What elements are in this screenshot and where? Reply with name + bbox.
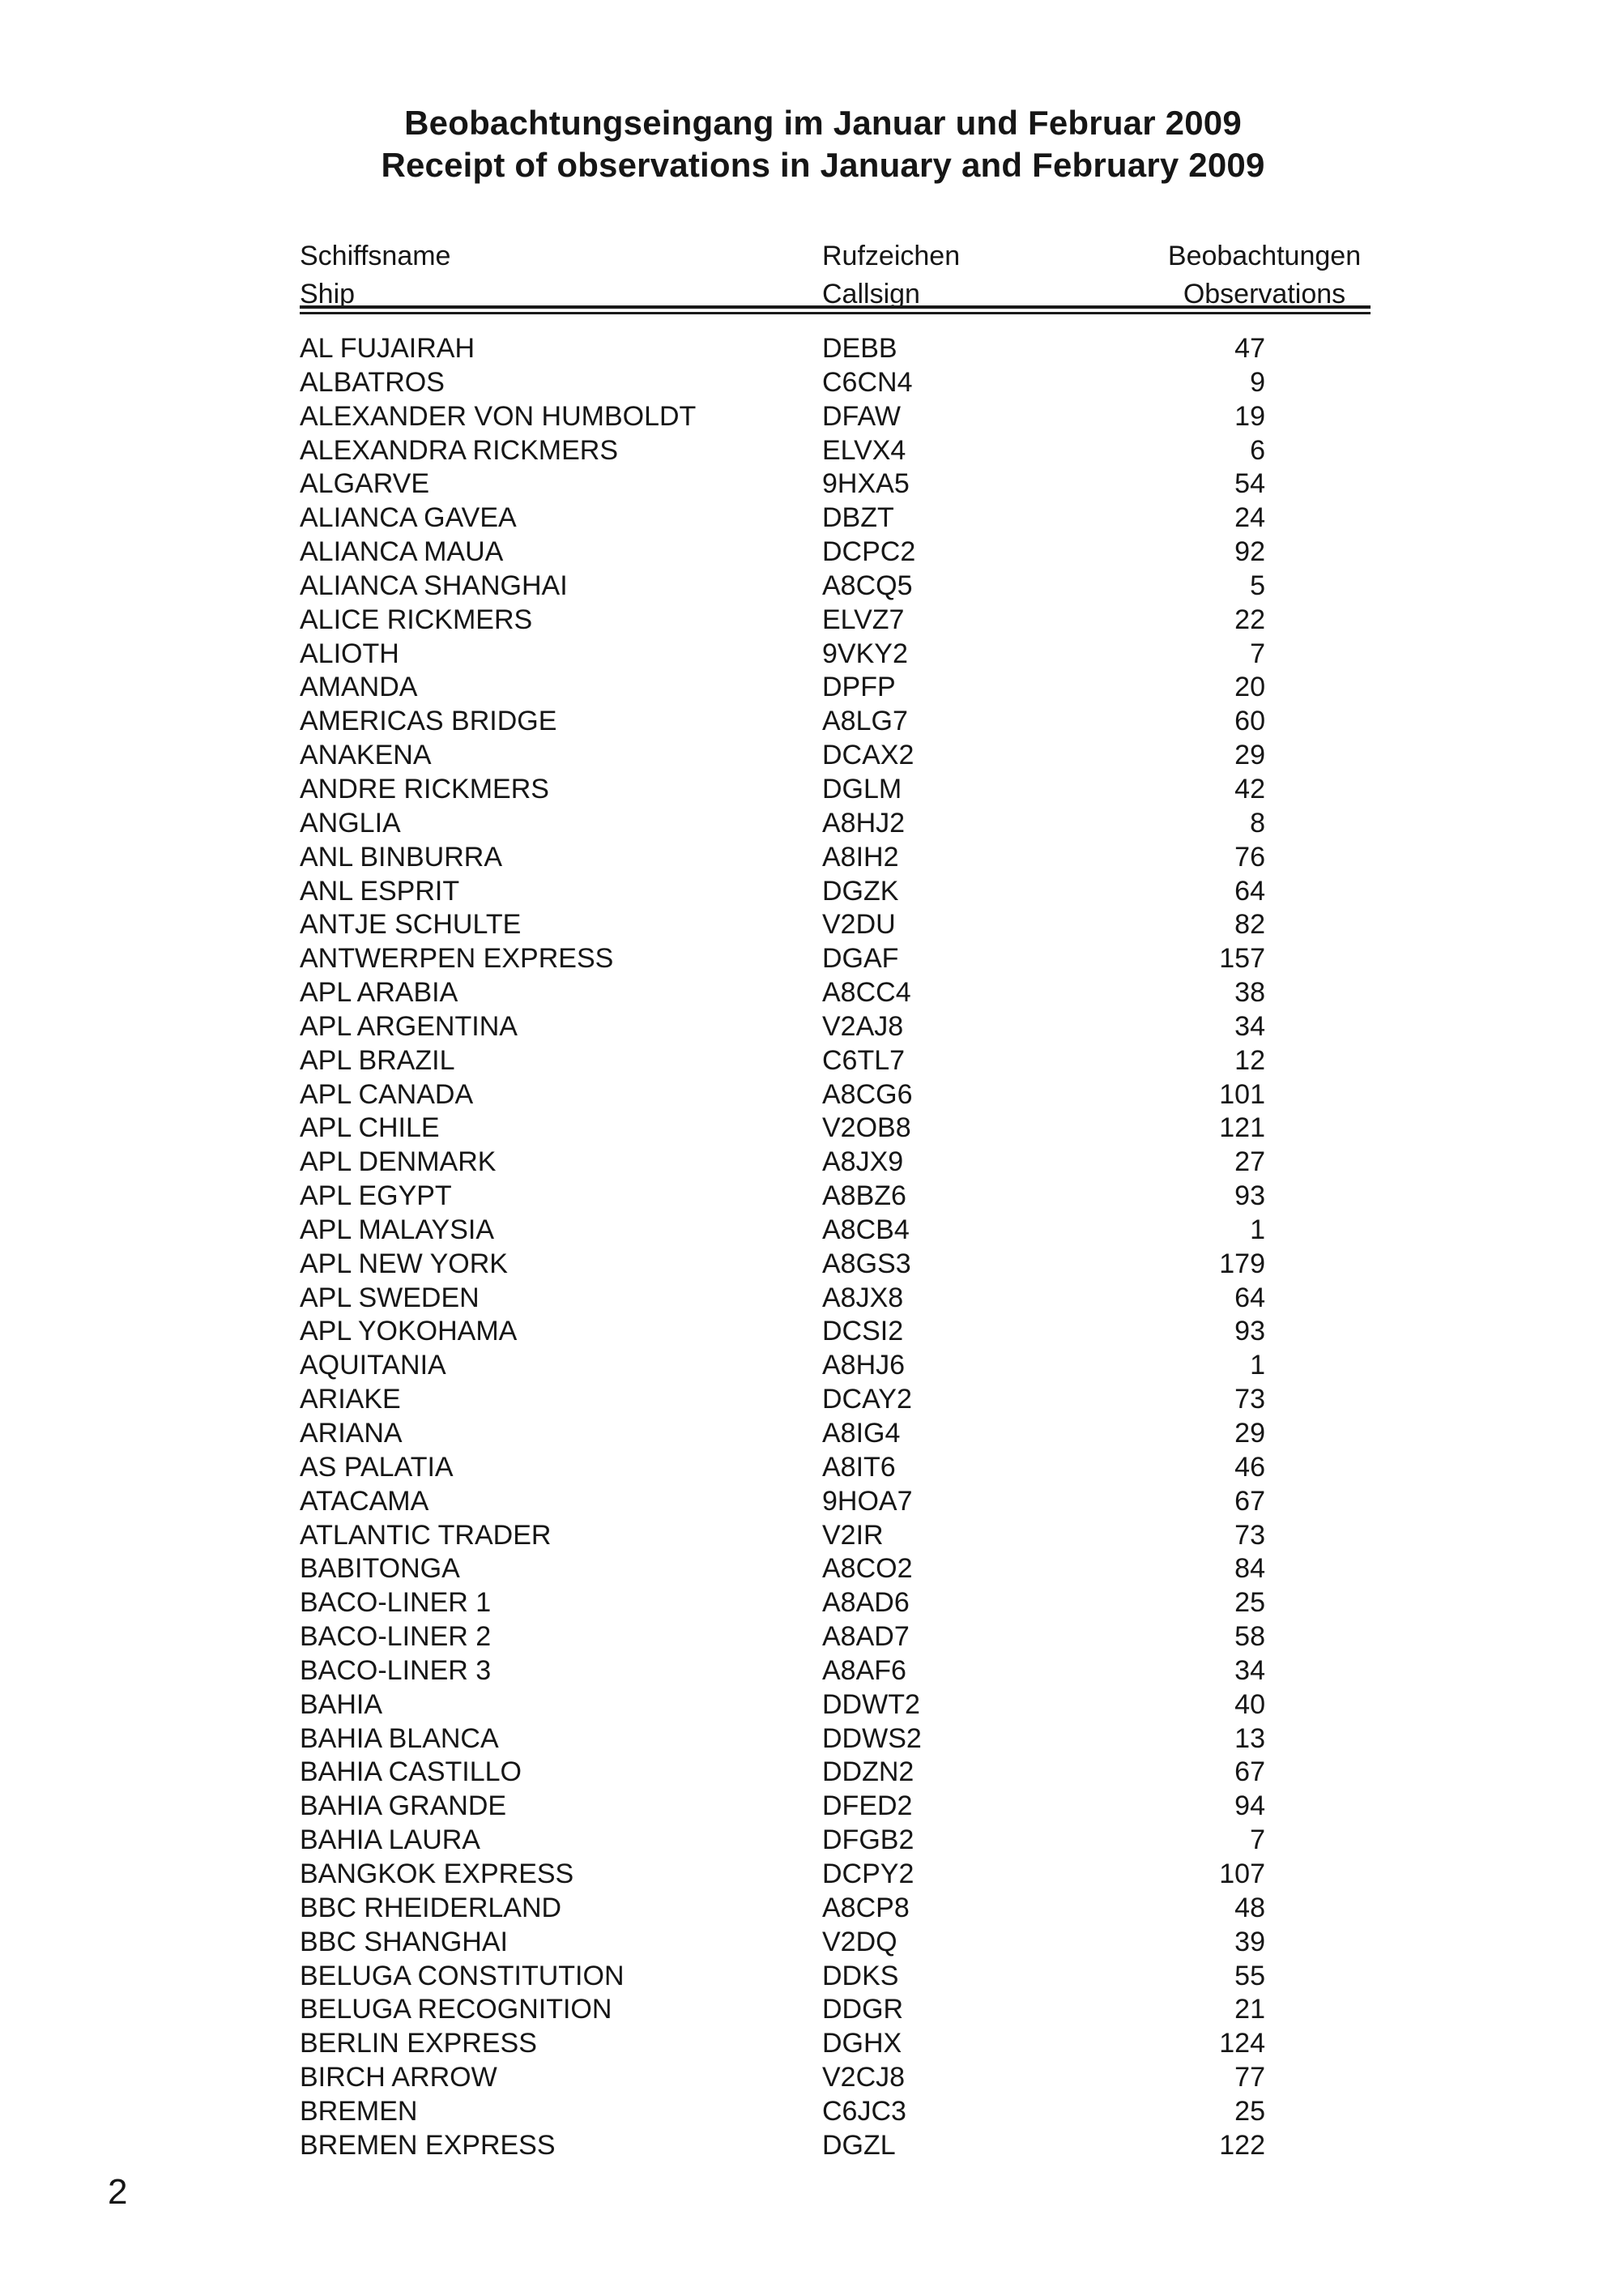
table-row bbox=[300, 1756, 1371, 1790]
cell-observations: 67 bbox=[1234, 1756, 1265, 1788]
cell-callsign: A8CC4 bbox=[822, 977, 911, 1009]
cell-observations: 92 bbox=[1234, 536, 1265, 568]
cell-observations: 21 bbox=[1234, 1994, 1265, 2025]
cell-ship: ARIAKE bbox=[300, 1384, 401, 1415]
table-row bbox=[300, 1315, 1371, 1349]
page-title bbox=[275, 102, 1371, 186]
table-row bbox=[300, 2061, 1371, 2095]
cell-ship: AS PALATIA bbox=[300, 1451, 454, 1483]
cell-callsign: ELVX4 bbox=[822, 434, 906, 466]
table-row bbox=[300, 1214, 1371, 1248]
cell-callsign: A8CQ5 bbox=[822, 570, 913, 601]
table-row bbox=[300, 671, 1371, 705]
cell-ship: BAHIA GRANDE bbox=[300, 1790, 507, 1822]
cell-callsign: DFED2 bbox=[822, 1790, 913, 1822]
cell-ship: ALIANCA GAVEA bbox=[300, 502, 517, 534]
cell-callsign: A8HJ2 bbox=[822, 807, 906, 839]
table-row bbox=[300, 2027, 1371, 2061]
column-header-callsign-de: Rufzeichen bbox=[822, 241, 961, 271]
table-row bbox=[300, 1993, 1371, 2027]
cell-ship: BABITONGA bbox=[300, 1553, 460, 1585]
cell-callsign: DCAX2 bbox=[822, 740, 914, 771]
cell-callsign: 9HXA5 bbox=[822, 468, 910, 500]
cell-ship: BAHIA CASTILLO bbox=[300, 1756, 522, 1788]
cell-observations: 20 bbox=[1234, 672, 1265, 703]
table-row bbox=[300, 536, 1371, 570]
cell-ship: APL SWEDEN bbox=[300, 1282, 480, 1313]
table-row bbox=[300, 1044, 1371, 1078]
cell-callsign: V2CJ8 bbox=[822, 2062, 906, 2093]
cell-callsign: A8CO2 bbox=[822, 1553, 913, 1585]
table-row bbox=[300, 1519, 1371, 1553]
cell-observations: 1 bbox=[1250, 1350, 1265, 1381]
cell-ship: APL CHILE bbox=[300, 1112, 440, 1144]
cell-callsign: A8JX8 bbox=[822, 1282, 904, 1313]
cell-ship: BERLIN EXPRESS bbox=[300, 2028, 537, 2059]
cell-observations: 73 bbox=[1234, 1519, 1265, 1551]
cell-callsign: DCPY2 bbox=[822, 1858, 914, 1889]
table-row bbox=[300, 2095, 1371, 2129]
table-row bbox=[300, 638, 1371, 672]
cell-observations: 124 bbox=[1219, 2028, 1265, 2059]
cell-observations: 29 bbox=[1234, 740, 1265, 771]
cell-ship: APL MALAYSIA bbox=[300, 1214, 494, 1245]
table-row bbox=[300, 807, 1371, 841]
cell-observations: 9 bbox=[1250, 366, 1265, 398]
cell-ship: BREMEN EXPRESS bbox=[300, 2129, 556, 2161]
table-row bbox=[300, 908, 1371, 942]
cell-ship: ALBATROS bbox=[300, 366, 445, 398]
table-row bbox=[300, 1620, 1371, 1654]
column-header-callsign bbox=[822, 237, 1158, 314]
column-header-ship-de: Schiffsname bbox=[300, 241, 451, 271]
cell-callsign: ELVZ7 bbox=[822, 604, 905, 635]
cell-observations: 55 bbox=[1234, 1960, 1265, 1991]
cell-ship: BANGKOK EXPRESS bbox=[300, 1858, 574, 1889]
cell-observations: 34 bbox=[1234, 1010, 1265, 1042]
table-row bbox=[300, 841, 1371, 875]
table-row bbox=[300, 1146, 1371, 1180]
table-row bbox=[300, 1417, 1371, 1451]
cell-observations: 121 bbox=[1219, 1112, 1265, 1144]
cell-callsign: DFAW bbox=[822, 400, 901, 432]
table-row bbox=[300, 501, 1371, 536]
cell-observations: 179 bbox=[1219, 1248, 1265, 1279]
cell-observations: 101 bbox=[1219, 1078, 1265, 1110]
cell-callsign: A8AF6 bbox=[822, 1654, 906, 1686]
cell-callsign: DEBB bbox=[822, 333, 897, 364]
cell-observations: 24 bbox=[1234, 502, 1265, 534]
table-row bbox=[300, 773, 1371, 807]
table-row bbox=[300, 1790, 1371, 1824]
cell-ship: ALIANCA MAUA bbox=[300, 536, 504, 568]
cell-ship: ANDRE RICKMERS bbox=[300, 773, 549, 804]
cell-observations: 22 bbox=[1234, 604, 1265, 635]
table-row bbox=[300, 1722, 1371, 1756]
cell-callsign: DCPC2 bbox=[822, 536, 916, 568]
cell-ship: APL CANADA bbox=[300, 1078, 474, 1110]
cell-observations: 82 bbox=[1234, 909, 1265, 941]
cell-ship: BREMEN bbox=[300, 2095, 418, 2127]
cell-callsign: A8CP8 bbox=[822, 1892, 910, 1923]
cell-ship: ALEXANDRA RICKMERS bbox=[300, 434, 618, 466]
column-header-ship bbox=[300, 237, 822, 314]
table-row bbox=[300, 1078, 1371, 1112]
table-row bbox=[300, 570, 1371, 604]
cell-ship: ANTJE SCHULTE bbox=[300, 909, 522, 941]
cell-callsign: DDWT2 bbox=[822, 1688, 920, 1720]
table-row bbox=[300, 2129, 1371, 2163]
cell-callsign: A8CG6 bbox=[822, 1078, 913, 1110]
cell-observations: 60 bbox=[1234, 706, 1265, 737]
cell-callsign: A8LG7 bbox=[822, 706, 908, 737]
cell-observations: 25 bbox=[1234, 2095, 1265, 2127]
page-number: 2 bbox=[108, 2172, 128, 2212]
cell-ship: BBC SHANGHAI bbox=[300, 1926, 508, 1957]
cell-observations: 76 bbox=[1234, 841, 1265, 873]
cell-observations: 7 bbox=[1250, 1824, 1265, 1856]
table-row bbox=[300, 332, 1371, 366]
table-row bbox=[300, 1010, 1371, 1044]
cell-observations: 1 bbox=[1250, 1214, 1265, 1245]
cell-ship: ARIANA bbox=[300, 1418, 403, 1449]
title-english: Receipt of observations in January and February 2009 bbox=[381, 146, 1265, 184]
cell-callsign: A8HJ6 bbox=[822, 1350, 906, 1381]
cell-observations: 25 bbox=[1234, 1587, 1265, 1619]
cell-ship: AMERICAS BRIDGE bbox=[300, 706, 557, 737]
cell-ship: BELUGA RECOGNITION bbox=[300, 1994, 612, 2025]
cell-ship: APL ARGENTINA bbox=[300, 1010, 518, 1042]
cell-observations: 67 bbox=[1234, 1485, 1265, 1517]
header-double-rule bbox=[300, 305, 1371, 314]
cell-observations: 93 bbox=[1234, 1180, 1265, 1212]
cell-callsign: DBZT bbox=[822, 502, 894, 534]
cell-callsign: DPFP bbox=[822, 672, 896, 703]
cell-callsign: DGLM bbox=[822, 773, 902, 804]
table-row bbox=[300, 875, 1371, 909]
cell-ship: ATACAMA bbox=[300, 1485, 429, 1517]
table-header bbox=[300, 237, 1371, 314]
cell-callsign: A8AD7 bbox=[822, 1621, 910, 1653]
cell-callsign: A8GS3 bbox=[822, 1248, 911, 1279]
table-row bbox=[300, 1112, 1371, 1146]
cell-observations: 39 bbox=[1234, 1926, 1265, 1957]
cell-observations: 47 bbox=[1234, 333, 1265, 364]
cell-callsign: A8JX9 bbox=[822, 1146, 904, 1178]
table-row bbox=[300, 366, 1371, 400]
cell-callsign: C6CN4 bbox=[822, 366, 913, 398]
cell-callsign: DCSI2 bbox=[822, 1316, 904, 1347]
cell-callsign: DGHX bbox=[822, 2028, 902, 2059]
cell-observations: 94 bbox=[1234, 1790, 1265, 1822]
cell-ship: AL FUJAIRAH bbox=[300, 333, 475, 364]
cell-observations: 19 bbox=[1234, 400, 1265, 432]
cell-observations: 38 bbox=[1234, 977, 1265, 1009]
cell-callsign: A8IH2 bbox=[822, 841, 899, 873]
cell-ship: ANAKENA bbox=[300, 740, 432, 771]
cell-ship: ALIOTH bbox=[300, 638, 399, 669]
cell-ship: ANL BINBURRA bbox=[300, 841, 503, 873]
table-row bbox=[300, 434, 1371, 468]
cell-observations: 5 bbox=[1250, 570, 1265, 601]
cell-callsign: DDGR bbox=[822, 1994, 904, 2025]
cell-callsign: A8BZ6 bbox=[822, 1180, 906, 1212]
cell-observations: 84 bbox=[1234, 1553, 1265, 1585]
cell-observations: 77 bbox=[1234, 2062, 1265, 2093]
cell-ship: AMANDA bbox=[300, 672, 418, 703]
cell-observations: 13 bbox=[1234, 1722, 1265, 1754]
cell-observations: 42 bbox=[1234, 773, 1265, 804]
column-header-observations-de: Beobachtungen bbox=[1167, 241, 1362, 271]
cell-ship: APL NEW YORK bbox=[300, 1248, 508, 1279]
cell-callsign: DGZK bbox=[822, 875, 899, 907]
table-row bbox=[300, 1586, 1371, 1620]
cell-callsign: V2AJ8 bbox=[822, 1010, 904, 1042]
cell-ship: APL EGYPT bbox=[300, 1180, 452, 1212]
table-row bbox=[300, 1383, 1371, 1417]
cell-callsign: C6JC3 bbox=[822, 2095, 906, 2127]
cell-callsign: DDWS2 bbox=[822, 1722, 922, 1754]
table-row bbox=[300, 1180, 1371, 1214]
cell-observations: 29 bbox=[1234, 1418, 1265, 1449]
table-row bbox=[300, 739, 1371, 773]
cell-ship: APL BRAZIL bbox=[300, 1044, 455, 1076]
cell-ship: BIRCH ARROW bbox=[300, 2062, 497, 2093]
table-row bbox=[300, 1248, 1371, 1282]
cell-callsign: A8IG4 bbox=[822, 1418, 901, 1449]
cell-callsign: DDZN2 bbox=[822, 1756, 914, 1788]
column-header-observations-en: Observations bbox=[1183, 279, 1346, 309]
cell-ship: ALGARVE bbox=[300, 468, 430, 500]
cell-ship: BBC RHEIDERLAND bbox=[300, 1892, 562, 1923]
table-row bbox=[300, 1485, 1371, 1519]
cell-callsign: A8IT6 bbox=[822, 1451, 896, 1483]
table-row bbox=[300, 1282, 1371, 1316]
table-row bbox=[300, 1824, 1371, 1858]
cell-observations: 58 bbox=[1234, 1621, 1265, 1653]
cell-ship: BAHIA BLANCA bbox=[300, 1722, 499, 1754]
cell-ship: BACO-LINER 1 bbox=[300, 1587, 492, 1619]
cell-callsign: DFGB2 bbox=[822, 1824, 914, 1856]
table-row bbox=[300, 467, 1371, 501]
table-row bbox=[300, 1892, 1371, 1926]
table-row bbox=[300, 1688, 1371, 1722]
cell-ship: BELUGA CONSTITUTION bbox=[300, 1960, 625, 1991]
cell-observations: 64 bbox=[1234, 875, 1265, 907]
cell-observations: 54 bbox=[1234, 468, 1265, 500]
cell-ship: ALEXANDER VON HUMBOLDT bbox=[300, 400, 697, 432]
cell-observations: 34 bbox=[1234, 1654, 1265, 1686]
cell-observations: 12 bbox=[1234, 1044, 1265, 1076]
cell-callsign: V2OB8 bbox=[822, 1112, 911, 1144]
cell-ship: APL DENMARK bbox=[300, 1146, 497, 1178]
cell-callsign: V2DU bbox=[822, 909, 896, 941]
column-header-ship-en: Ship bbox=[300, 279, 356, 309]
cell-observations: 122 bbox=[1219, 2129, 1265, 2161]
cell-observations: 73 bbox=[1234, 1384, 1265, 1415]
cell-observations: 27 bbox=[1234, 1146, 1265, 1178]
cell-ship: ALIANCA SHANGHAI bbox=[300, 570, 568, 601]
cell-ship: APL ARABIA bbox=[300, 977, 458, 1009]
cell-callsign: 9HOA7 bbox=[822, 1485, 913, 1517]
title-german: Beobachtungseingang im Januar und Februar 2009 bbox=[404, 104, 1242, 142]
cell-observations: 48 bbox=[1234, 1892, 1265, 1923]
cell-callsign: A8CB4 bbox=[822, 1214, 910, 1245]
cell-ship: ATLANTIC TRADER bbox=[300, 1519, 552, 1551]
cell-observations: 157 bbox=[1219, 943, 1265, 975]
cell-ship: ALICE RICKMERS bbox=[300, 604, 533, 635]
table-row bbox=[300, 400, 1371, 434]
cell-callsign: DGZL bbox=[822, 2129, 896, 2161]
table-row bbox=[300, 976, 1371, 1010]
table-row bbox=[300, 1960, 1371, 1994]
table-row bbox=[300, 942, 1371, 976]
cell-callsign: DDKS bbox=[822, 1960, 899, 1991]
cell-callsign: C6TL7 bbox=[822, 1044, 906, 1076]
table-row bbox=[300, 705, 1371, 739]
table-row bbox=[300, 604, 1371, 638]
table-row bbox=[300, 1926, 1371, 1960]
cell-observations: 7 bbox=[1250, 638, 1265, 669]
column-header-callsign-en: Callsign bbox=[822, 279, 920, 309]
cell-callsign: DCAY2 bbox=[822, 1384, 912, 1415]
cell-observations: 64 bbox=[1234, 1282, 1265, 1313]
table-row bbox=[300, 1654, 1371, 1688]
cell-ship: ANGLIA bbox=[300, 807, 401, 839]
cell-ship: AQUITANIA bbox=[300, 1350, 446, 1381]
cell-observations: 8 bbox=[1250, 807, 1265, 839]
cell-observations: 46 bbox=[1234, 1451, 1265, 1483]
cell-ship: APL YOKOHAMA bbox=[300, 1316, 518, 1347]
cell-callsign: A8AD6 bbox=[822, 1587, 910, 1619]
table-row bbox=[300, 1349, 1371, 1383]
cell-callsign: V2DQ bbox=[822, 1926, 897, 1957]
cell-observations: 6 bbox=[1250, 434, 1265, 466]
cell-ship: BAHIA LAURA bbox=[300, 1824, 480, 1856]
cell-callsign: 9VKY2 bbox=[822, 638, 908, 669]
table-row bbox=[300, 1552, 1371, 1586]
cell-ship: ANL ESPRIT bbox=[300, 875, 460, 907]
cell-observations: 93 bbox=[1234, 1316, 1265, 1347]
cell-observations: 107 bbox=[1219, 1858, 1265, 1889]
table-row bbox=[300, 1451, 1371, 1485]
column-header-observations bbox=[1158, 237, 1371, 314]
cell-ship: BACO-LINER 3 bbox=[300, 1654, 492, 1686]
cell-observations: 40 bbox=[1234, 1688, 1265, 1720]
cell-ship: BACO-LINER 2 bbox=[300, 1621, 492, 1653]
cell-callsign: DGAF bbox=[822, 943, 899, 975]
cell-callsign: V2IR bbox=[822, 1519, 884, 1551]
table-body bbox=[300, 332, 1371, 2163]
table-row bbox=[300, 1858, 1371, 1892]
cell-ship: ANTWERPEN EXPRESS bbox=[300, 943, 614, 975]
cell-ship: BAHIA bbox=[300, 1688, 383, 1720]
